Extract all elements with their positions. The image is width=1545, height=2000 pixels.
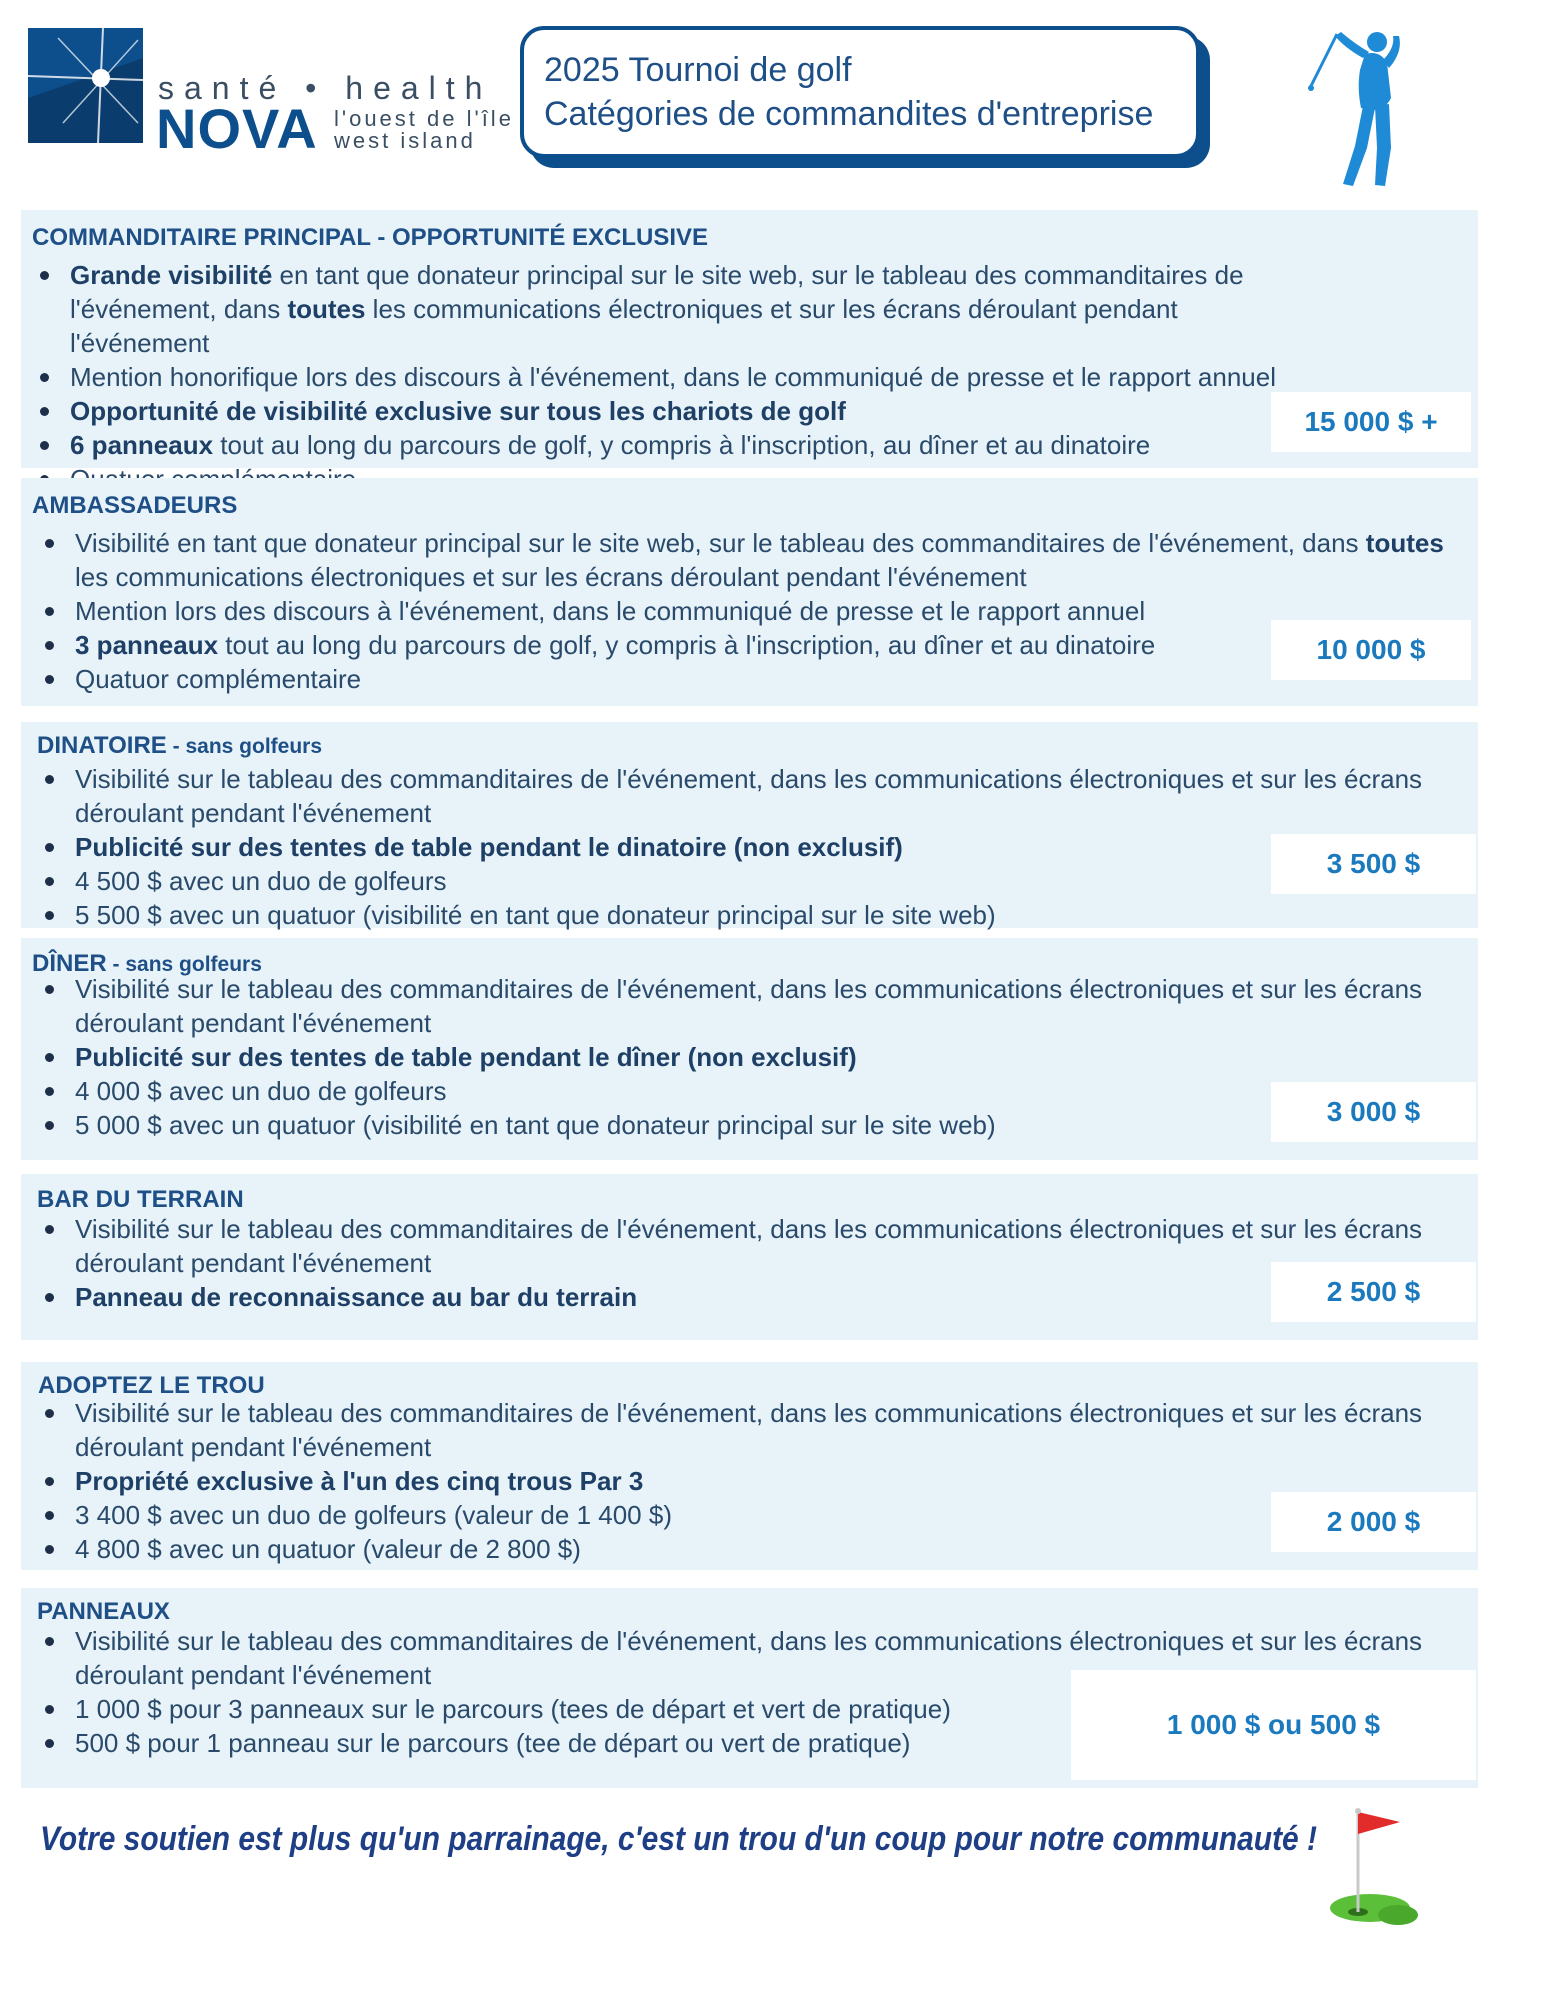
- price-badge: 1 000 $ ou 500 $: [1071, 1670, 1476, 1780]
- list-item: 1 000 $ pour 3 panneaux sur le parcours (tees de départ et vert de pratique): [37, 1692, 1477, 1726]
- list-item: Propriété exclusive à l'un des cinq trous Par 3: [37, 1464, 1477, 1498]
- logo-brand: NOVA: [156, 97, 318, 160]
- section-commanditaire-principal: [21, 210, 1478, 468]
- price-badge: 2 000 $: [1271, 1492, 1476, 1552]
- list-item: Visibilité sur le tableau des commanditaires de l'événement, dans les communications électroniques et sur les écrans déroulant pendant l'événement: [37, 1624, 1477, 1692]
- section-title: BAR DU TERRAIN: [37, 1186, 244, 1213]
- list-item: Grande visibilité en tant que donateur principal sur le site web, sur le tableau des commanditaires de l'événement, dans toutes les communications électroniques et sur les écrans déroulant pendant l'événement: [32, 258, 1282, 360]
- logo-sub-fr: l'ouest de l'île: [334, 106, 514, 131]
- page-title: 2025 Tournoi de golf: [544, 51, 852, 89]
- list-item: Visibilité sur le tableau des commanditaires de l'événement, dans les communications électroniques et sur les écrans déroulant pendant l'événement: [37, 1212, 1477, 1280]
- list-item: Visibilité sur le tableau des commanditaires de l'événement, dans les communications électroniques et sur les écrans déroulant pendant l'événement: [37, 1396, 1477, 1464]
- logo-sub-en: west island: [334, 128, 476, 153]
- list-item: Mention honorifique lors des discours à l'événement, dans le communiqué de presse et le rapport annuel: [32, 360, 1282, 394]
- list-item: Visibilité en tant que donateur principal sur le site web, sur le tableau des commanditaires de l'événement, dans toutes les communications électroniques et sur les écrans déroulant pendant l'événement: [37, 526, 1477, 594]
- list-item: Publicité sur des tentes de table pendant le dîner (non exclusif): [37, 1040, 1477, 1074]
- list-item: Panneau de reconnaissance au bar du terrain: [37, 1280, 1477, 1314]
- price-badge: 3 000 $: [1271, 1082, 1476, 1142]
- section-ambassadeurs: [21, 478, 1478, 706]
- logo-tagline: santé • health: [158, 70, 493, 106]
- list-item: 3 400 $ avec un duo de golfeurs (valeur de 1 400 $): [37, 1498, 1477, 1532]
- section-title: PANNEAUX: [37, 1598, 170, 1625]
- nova-logo: [28, 28, 514, 160]
- list-item: 4 800 $ avec un quatuor (valeur de 2 800 $): [37, 1532, 1477, 1566]
- golfer-icon: [1305, 18, 1415, 193]
- list-item: 5 500 $ avec un quatuor (visibilité en tant que donateur principal sur le site web): [37, 898, 1477, 932]
- page-title-box: [520, 26, 1200, 158]
- section-title: ADOPTEZ LE TROU: [38, 1372, 265, 1399]
- list-item: Publicité sur des tentes de table pendant le dinatoire (non exclusif): [37, 830, 1477, 864]
- list-item: 500 $ pour 1 panneau sur le parcours (tee de départ ou vert de pratique): [37, 1726, 1477, 1760]
- section-dinatoire: [21, 722, 1478, 928]
- golf-flag-icon: [1310, 1800, 1425, 1930]
- section-title: AMBASSADEURS: [32, 492, 238, 519]
- section-title: DINATOIRE - sans golfeurs: [37, 732, 322, 759]
- star-burst-icon: [28, 28, 143, 143]
- section-diner: [21, 938, 1478, 1160]
- list-item: Visibilité sur le tableau des commanditaires de l'événement, dans les communications électroniques et sur les écrans déroulant pendant l'événement: [37, 762, 1477, 830]
- section-adoptez-le-trou: [21, 1362, 1478, 1570]
- price-badge: 15 000 $ +: [1271, 392, 1471, 452]
- list-item: Opportunité de visibilité exclusive sur tous les chariots de golf: [32, 394, 1282, 428]
- tagline: Votre soutien est plus qu'un parrainage, c'est un trou d'un coup pour notre communauté !: [40, 1820, 1317, 1858]
- section-bar-du-terrain: [21, 1174, 1478, 1340]
- price-badge: 10 000 $: [1271, 620, 1471, 680]
- list-item: Quatuor complémentaire: [37, 662, 1477, 696]
- list-item: Mention lors des discours à l'événement, dans le communiqué de presse et le rapport annuel: [37, 594, 1477, 628]
- list-item: 5 000 $ avec un quatuor (visibilité en tant que donateur principal sur le site web): [37, 1108, 1477, 1142]
- list-item: 4 500 $ avec un duo de golfeurs: [37, 864, 1477, 898]
- list-item: 4 000 $ avec un duo de golfeurs: [37, 1074, 1477, 1108]
- price-badge: 3 500 $: [1271, 834, 1476, 894]
- section-panneaux: [21, 1588, 1478, 1788]
- page-subtitle: Catégories de commandites d'entreprise: [544, 95, 1154, 133]
- price-badge: 2 500 $: [1271, 1262, 1476, 1322]
- list-item: 6 panneaux tout au long du parcours de golf, y compris à l'inscription, au dîner et au dinatoire: [32, 428, 1282, 462]
- list-item: 3 panneaux tout au long du parcours de golf, y compris à l'inscription, au dîner et au dinatoire: [37, 628, 1477, 662]
- section-title: DÎNER - sans golfeurs: [32, 950, 262, 977]
- list-item: Visibilité sur le tableau des commanditaires de l'événement, dans les communications électroniques et sur les écrans déroulant pendant l'événement: [37, 972, 1477, 1040]
- section-title: COMMANDITAIRE PRINCIPAL - OPPORTUNITÉ EXCLUSIVE: [32, 224, 709, 251]
